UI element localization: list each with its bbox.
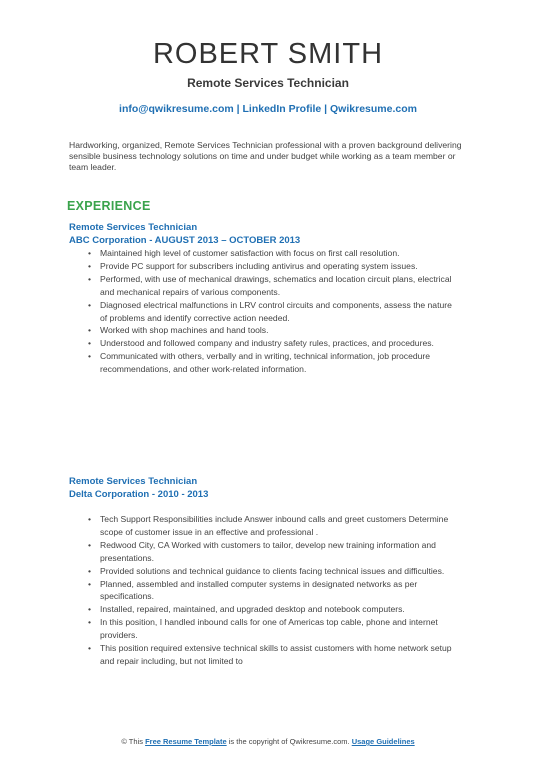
bullet-text: Provide PC support for subscribers including antivirus and operating system issues. xyxy=(100,260,418,271)
free-resume-template-link[interactable]: Free Resume Template xyxy=(145,737,227,746)
bullet-dot: • xyxy=(88,273,92,284)
job-bullets xyxy=(69,247,469,376)
footer-prefix: © This xyxy=(121,737,143,746)
bullet-text: Maintained high level of customer satisfaction with focus on first call resolution. xyxy=(100,248,400,258)
bullet-text: Installed, repaired, maintained, and upgraded desktop and notebook computers. xyxy=(100,604,405,615)
bullet-item xyxy=(69,299,460,325)
bullet-item xyxy=(69,350,460,376)
bullet-item xyxy=(69,603,460,616)
experience-heading: EXPERIENCE xyxy=(67,199,151,213)
summary-paragraph: Hardworking, organized, Remote Services Technician professional with a proven background delivering sensible business technology solutions on time and under budget while working as a team member or team leader. xyxy=(69,140,462,172)
bullet-item xyxy=(69,513,460,539)
footer-copyright: is the copyright of Qwikresume.com. xyxy=(228,737,350,746)
bullet-text: Worked with shop machines and hand tools. xyxy=(100,325,269,336)
bullet-dot: • xyxy=(88,299,92,310)
bullet-dot: • xyxy=(88,351,92,362)
job-entry-2 xyxy=(69,476,469,668)
bullet-dot: • xyxy=(88,565,92,576)
bullet-text: Communicated with others, verbally and in writing, technical information, job procedure recommendations, and other work-related information. xyxy=(100,351,431,375)
bullet-item xyxy=(69,642,460,668)
bullet-dot: • xyxy=(88,338,92,349)
bullet-item xyxy=(69,260,460,273)
job-company: Delta Corporation - 2010 - 2013 xyxy=(69,489,209,500)
bullet-text: This position required extensive technical skills to assist customers with home network setup and repair including, but not limited to xyxy=(100,643,452,666)
job-title: Remote Services Technician xyxy=(69,222,198,233)
bullet-item xyxy=(69,565,460,578)
bullet-dot: • xyxy=(88,260,92,271)
bullet-item xyxy=(69,337,460,350)
bullet-item xyxy=(69,539,460,565)
bullet-text: Tech Support Responsibilities include Answer inbound calls and greet customers Determine scope of customer issue in an effective and professional . xyxy=(100,514,449,537)
bullet-item xyxy=(69,578,460,604)
bullet-item xyxy=(69,324,460,337)
candidate-title: Remote Services Technician xyxy=(187,76,349,90)
candidate-name: ROBERT SMITH xyxy=(152,38,384,70)
bullet-dot: • xyxy=(88,539,92,550)
bullet-dot: • xyxy=(88,248,92,258)
contact-line[interactable]: info@qwikresume.com | LinkedIn Profile | Qwikresume.com xyxy=(119,103,417,115)
bullet-text: Planned, assembled and installed computer systems in designated networks as per specifications. xyxy=(100,578,418,602)
job-title: Remote Services Technician xyxy=(69,476,198,487)
job-company: ABC Corporation - AUGUST 2013 – OCTOBER 2013 xyxy=(69,235,301,246)
bullet-item xyxy=(69,273,460,299)
bullet-item xyxy=(69,247,460,260)
bullet-text: Redwood City, CA Worked with customers to tailor, develop new training information and presentations. xyxy=(100,539,436,563)
bullet-dot: • xyxy=(88,578,92,589)
job-bullets xyxy=(69,513,469,668)
bullet-dot: • xyxy=(88,617,92,628)
footer xyxy=(0,737,536,746)
usage-guidelines-link[interactable]: Usage Guidelines xyxy=(351,737,415,746)
bullet-dot: • xyxy=(88,325,92,336)
bullet-item xyxy=(69,616,460,642)
bullet-dot: • xyxy=(88,643,92,654)
job-entry-1 xyxy=(69,222,469,376)
bullet-dot: • xyxy=(88,514,92,524)
bullet-text: In this position, I handled inbound calls for one of Americas top cable, phone and internet providers. xyxy=(100,617,438,641)
bullet-text: Provided solutions and technical guidance to clients facing technical issues and difficulties. xyxy=(100,565,445,576)
bullet-dot: • xyxy=(88,604,92,615)
bullet-text: Understood and followed company and industry safety rules, practices, and procedures. xyxy=(100,338,434,349)
bullet-text: Diagnosed electrical malfunctions in LRV control circuits and components, assess the nature of problems and identify corrective action needed. xyxy=(100,299,452,323)
bullet-text: Performed, with use of mechanical drawings, schematics and location circuit plans, electrical and mechanical repairs of various components. xyxy=(100,273,452,297)
